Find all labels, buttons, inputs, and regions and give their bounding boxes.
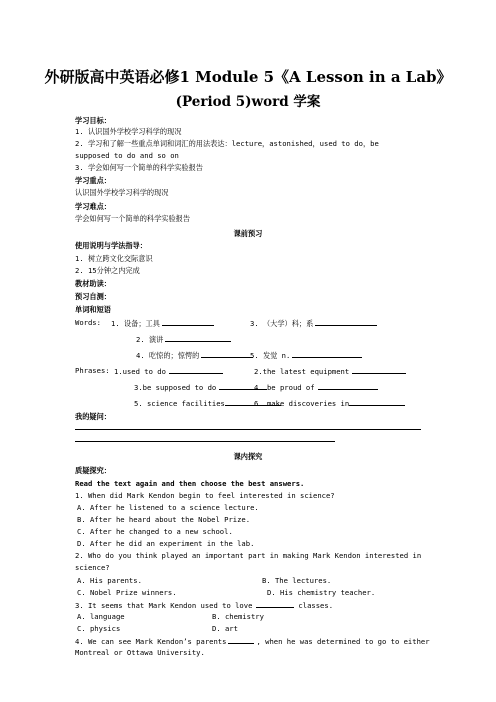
phrase-item: 2.the latest equipment bbox=[254, 366, 406, 377]
objective-item: 3. 学会如何写一个简单的科学实验报告 bbox=[75, 163, 203, 172]
answer-blank[interactable] bbox=[318, 382, 378, 390]
answer-blank[interactable] bbox=[165, 334, 231, 342]
question-option[interactable]: B. chemistry bbox=[212, 612, 264, 621]
objective-item: 1. 认识国外学校学习科学的现况 bbox=[75, 127, 182, 136]
objective-item: 2. 学习和了解一些重点单词和词汇的用法表达：lecture，astonished，used to do，be bbox=[75, 139, 379, 148]
answer-blank[interactable] bbox=[256, 600, 294, 608]
phrase-item: 1.used to do bbox=[114, 366, 223, 377]
doubts-answer-line[interactable] bbox=[75, 441, 335, 442]
question-option[interactable]: B. The lectures. bbox=[262, 576, 332, 585]
question-option[interactable]: D. After he did an experiment in the lab. bbox=[77, 539, 255, 548]
instruction-text: Read the text again and then choose the best answers. bbox=[75, 479, 305, 488]
difficulty-heading: 学习难点： bbox=[75, 202, 111, 211]
self-test-heading: 预习自测： bbox=[75, 292, 111, 301]
objective-item: supposed to do and so on bbox=[75, 151, 179, 160]
phrase-item: 3.be supposed to do bbox=[134, 382, 267, 393]
word-item: 3. （大学）科；系 bbox=[250, 318, 377, 329]
phrase-item: 4. be proud of bbox=[254, 382, 378, 393]
question-stem: 3. It seems that Mark Kendon used to love classes. bbox=[75, 601, 334, 610]
question-option[interactable]: C. Nobel Prize winners. bbox=[77, 588, 177, 597]
question-stem-cont: science? bbox=[75, 563, 110, 572]
key-point-heading: 学习重点： bbox=[75, 176, 111, 185]
word-item: 5. 发觉 n. bbox=[250, 350, 362, 361]
question-option[interactable]: C. physics bbox=[77, 624, 121, 633]
guide-heading: 使用说明与学法指导： bbox=[75, 241, 147, 250]
key-point-text: 认识国外学校学习科学的现况 bbox=[75, 188, 169, 197]
phrase-item: 5. science facilities bbox=[134, 398, 281, 409]
explore-heading: 质疑探究： bbox=[75, 466, 111, 475]
answer-blank[interactable] bbox=[315, 318, 377, 326]
material-heading: 教材助读： bbox=[75, 279, 111, 288]
objectives-heading: 学习目标： bbox=[75, 116, 111, 125]
question-option[interactable]: C. After he changed to a new school. bbox=[77, 527, 233, 536]
doubts-answer-line[interactable] bbox=[75, 429, 421, 430]
guide-item: 1. 树立跨文化交际意识 bbox=[75, 254, 153, 263]
doubts-heading: 我的疑问： bbox=[75, 412, 111, 421]
question-option[interactable]: D. art bbox=[212, 624, 238, 633]
answer-blank[interactable] bbox=[169, 366, 223, 374]
guide-item: 2. 15分钟之内完成 bbox=[75, 266, 140, 275]
answer-blank[interactable] bbox=[292, 350, 362, 358]
section-title-explore: 课内探究 bbox=[233, 452, 263, 461]
difficulty-text: 学会如何写一个简单的科学实验报告 bbox=[75, 214, 191, 223]
question-option[interactable]: A. His parents. bbox=[77, 576, 142, 585]
phrase-item: 6. make discoveries in bbox=[254, 398, 405, 409]
section-title-preview: 课前预习 bbox=[233, 229, 263, 238]
vocab-heading: 单词和短语 bbox=[75, 305, 111, 314]
words-label: Words: bbox=[75, 318, 101, 327]
answer-blank[interactable] bbox=[162, 318, 214, 326]
answer-blank[interactable] bbox=[201, 350, 253, 358]
question-option[interactable]: D. His chemistry teacher. bbox=[267, 588, 376, 597]
word-item: 2. 演讲 bbox=[136, 334, 231, 345]
question-stem: 4. We can see Mark Kendon’s parents , when he was determined to go to either bbox=[75, 637, 430, 646]
word-item: 1. 设备；工具 bbox=[111, 318, 214, 329]
question-option[interactable]: A. After he listened to a science lecture. bbox=[77, 503, 259, 512]
question-stem-cont: Montreal or Ottawa University. bbox=[75, 648, 205, 657]
question-stem: 2. Who do you think played an important part in making Mark Kendon interested in bbox=[75, 551, 422, 560]
answer-blank[interactable] bbox=[352, 366, 406, 374]
answer-blank[interactable] bbox=[349, 398, 405, 406]
question-option[interactable]: A. language bbox=[77, 612, 125, 621]
question-option[interactable]: B. After he heard about the Nobel Prize. bbox=[77, 515, 251, 524]
phrases-label: Phrases: bbox=[75, 366, 110, 375]
doc-subtitle: (Period 5)word 学案 bbox=[175, 94, 321, 110]
word-item: 4. 吃惊的；惊愕的 bbox=[136, 350, 253, 361]
doc-title: 外研版高中英语必修1 Module 5《A Lesson in a Lab》 bbox=[44, 68, 452, 86]
answer-blank[interactable] bbox=[228, 636, 254, 644]
question-stem: 1. When did Mark Kendon begin to feel interested in science? bbox=[75, 491, 335, 500]
